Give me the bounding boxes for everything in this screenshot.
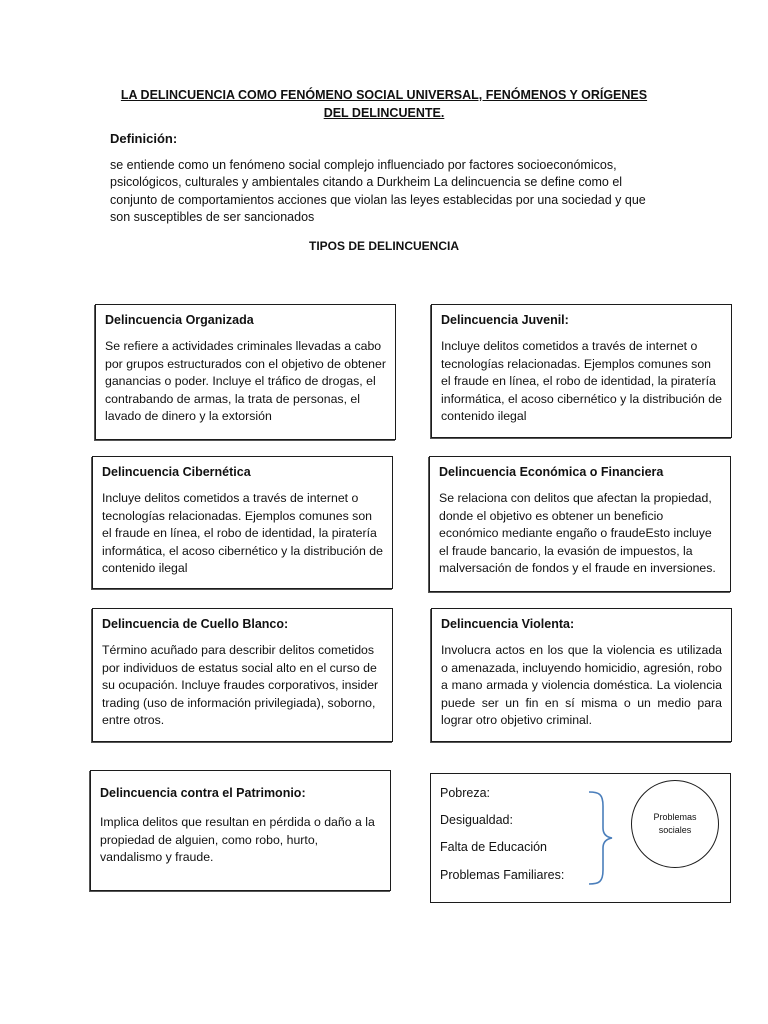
- card-title: Delincuencia Cibernética: [102, 465, 251, 479]
- brace-path: [589, 792, 612, 884]
- problems-diagram: [430, 773, 731, 903]
- card-title: Delincuencia Organizada: [105, 313, 254, 327]
- definition-label: Definición:: [110, 131, 178, 146]
- card-text: Se refiere a actividades criminales llevadas a cabo por grupos estructurados con el objetivo de obtener ganancias o poder. Incluye el tráfico de drogas, el contrabando de armas, la trata de personas, el lavado de dinero y la extorsión: [105, 339, 386, 424]
- card-text: Se relaciona con delitos que afectan la propiedad, donde el objetivo es obtener un beneficio económico mediante engaño o fraudeEsto incluye el fraude bancario, la evasión de impuestos, la malversación de fondos y el fraude en inversiones.: [439, 491, 716, 576]
- card-delincuencia-patrimonio: [90, 770, 391, 891]
- card-text: Incluye delitos cometidos a través de internet o tecnologías relacionadas. Ejemplos comunes son el fraude en línea, el robo de identidad, la piratería informática, el acoso cibernético y la distribución de contenido ilegal: [102, 491, 383, 576]
- problem-item-educacion: Falta de Educación: [440, 840, 548, 854]
- types-heading: TIPOS DE DELINCUENCIA: [308, 239, 459, 253]
- card-title: Delincuencia Económica o Financiera: [439, 465, 664, 479]
- card-title: Delincuencia Violenta:: [441, 617, 575, 631]
- card-delincuencia-juvenil: [431, 304, 732, 438]
- problem-item-pobreza: Pobreza:: [440, 786, 491, 800]
- card-title: Delincuencia de Cuello Blanco:: [102, 617, 289, 631]
- circle-label: Problemas sociales: [653, 812, 697, 835]
- card-text: Incluye delitos cometidos a través de internet o tecnologías relacionadas. Ejemplos comunes son el fraude en línea, el robo de identidad, la piratería informática, el acoso cibernético y la distribución de contenido ilegal: [441, 339, 722, 424]
- card-delincuencia-violenta: [431, 608, 732, 742]
- card-delincuencia-economica: [429, 456, 731, 592]
- card-delincuencia-cuello-blanco: [92, 608, 393, 742]
- card-text: Involucra actos en los que la violencia es utilizada o amenazada, incluyendo homicidio, agresión, robo a mano armada y violencia doméstica. La violencia puede ser un fin en sí misma o un medio para lograr otro objetivo criminal.: [441, 643, 722, 728]
- card-text: Implica delitos que resultan en pérdida o daño a la propiedad de alguien, como robo, hurto, vandalismo y fraude.: [100, 815, 375, 865]
- card-delincuencia-cibernetica: [92, 456, 393, 589]
- definition-text: se entiende como un fenómeno social complejo influenciado por factores socioeconómicos, psicológicos, culturales y ambientales citando a Durkheim La delincuencia se define como el conjunto de comportamientos acciones que violan las leyes establecidas por una sociedad y que son susceptibles de ser sancionados: [110, 158, 646, 225]
- card-delincuencia-organizada: [95, 304, 396, 440]
- document-title: LA DELINCUENCIA COMO FENÓMENO SOCIAL UNIVERSAL, FENÓMENOS Y ORÍGENES DEL DELINCUENTE.: [120, 88, 648, 120]
- problem-item-familiares: Problemas Familiares:: [440, 868, 565, 882]
- card-title: Delincuencia contra el Patrimonio:: [100, 786, 306, 800]
- problemas-sociales-circle: [631, 780, 719, 868]
- curly-brace-icon: [585, 790, 615, 886]
- problem-item-desigualdad: Desigualdad:: [440, 813, 513, 827]
- card-text: Término acuñado para describir delitos cometidos por individuos de estatus social alto en el curso de su ocupación. Incluye fraudes corporativos, insider trading (uso de información privilegiada), soborno, entre otros.: [102, 643, 379, 728]
- card-title: Delincuencia Juvenil:: [441, 313, 569, 327]
